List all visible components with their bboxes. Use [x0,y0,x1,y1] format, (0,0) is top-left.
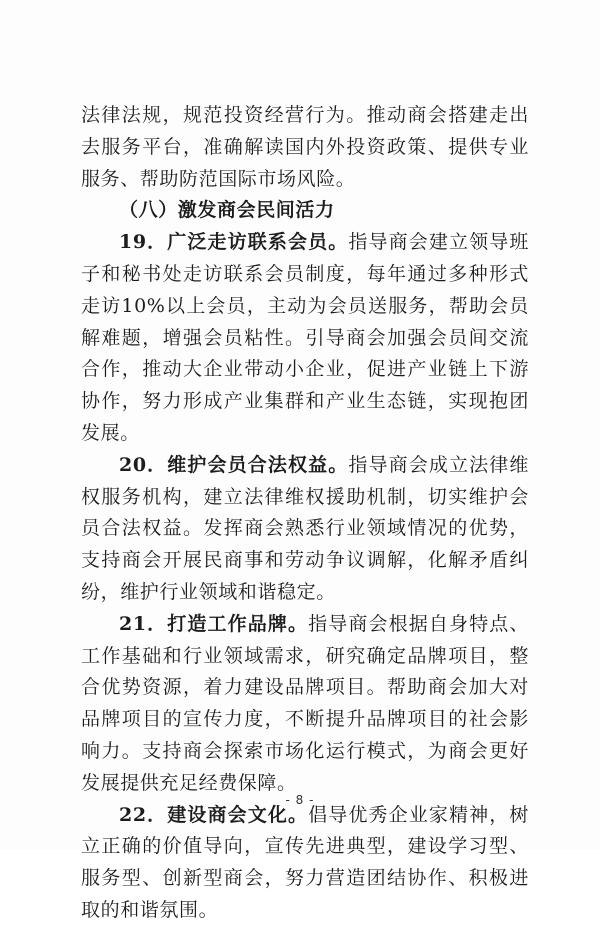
paragraph-text: 法律法规，规范投资经营行为。推动商会搭建走出去服务平台，准确解读国内外投资政策、提供专业服务、帮助防范国际市场风险。 [81,104,529,190]
item-heading: 22．建设商会文化。 [119,803,309,826]
paragraph-item-21 [81,609,529,800]
paragraph-item-19 [81,227,529,450]
item-heading: 19．广泛走访联系会员。 [119,231,349,254]
section-heading: （八）激发商会民间活力 [119,199,335,222]
paragraph-continuation [81,100,529,195]
paragraph-text: 指导商会建立领导班子和秘书处走访联系会员制度，每年通过多种形式走访10%以上会员，主动为会员送服务，帮助会员解难题，增强会员粘性。引导商会加强会员间交流合作，推动大企业带动小企业，促进产业链上下游协作，努力形成产业集群和产业生态链，实现抱团发展。 [81,231,529,444]
page-number: - 8 - [285,793,315,807]
item-heading: 21．打造工作品牌。 [119,612,309,635]
item-heading: 20．维护会员合法权益。 [119,453,349,476]
paragraph-item-22 [81,800,529,927]
paragraph-text: 倡导优秀企业家精神，树立正确的价值导向，宣传先进典型，建设学习型、服务型、创新型商会，努力营造团结协作、积极进取的和谐氛围。 [81,803,529,921]
paragraph-item-20 [81,450,529,609]
paragraph-text: 指导商会根据自身特点、工作基础和行业领域需求，研究确定品牌项目，整合优势资源，着力建设品牌项目。帮助商会加大对品牌项目的宣传力度，不断提升品牌项目的社会影响力。支持商会探索市场化运行模式，为商会更好发展提供充足经费保障。 [81,612,529,794]
paragraph-text: 指导商会成立法律维权服务机构，建立法律维权援助机制，切实维护会员合法权益。发挥商会熟悉行业领域情况的优势，支持商会开展民商事和劳动争议调解，化解矛盾纠纷，维护行业领域和谐稳定。 [81,453,529,603]
